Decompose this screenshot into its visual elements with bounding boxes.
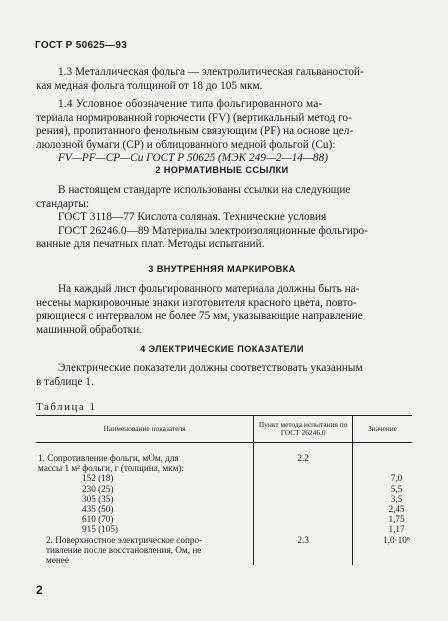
table-row bbox=[36, 524, 412, 534]
mass-cell: 305 (35) bbox=[82, 493, 114, 504]
document-header: ГОСТ Р 50625—93 bbox=[35, 40, 128, 51]
row-2-label bbox=[36, 535, 254, 566]
text-line: Электрические показатели должны соответствовать указанным bbox=[58, 362, 363, 374]
mass-cell: 915 (105) bbox=[82, 524, 118, 535]
section-3-title: 3 ВНУТРЕННЯЯ МАРКИРОВКА bbox=[148, 264, 296, 274]
section-2-text bbox=[36, 184, 408, 252]
table-row bbox=[36, 443, 412, 474]
text-line: машинной обработки. bbox=[36, 323, 143, 336]
table-row bbox=[36, 504, 412, 514]
value-cell: 3,5 bbox=[353, 494, 412, 504]
column-header-name: Наименование показателя bbox=[36, 416, 254, 443]
text-line: рения), пропитанного фенольным связующим (PF) на основе цел- bbox=[36, 125, 354, 138]
text-line: териала нормированной горючести (FV) (вертикальный метод го- bbox=[36, 111, 352, 124]
text-line: 1. Сопротивление фольги, мОм, для bbox=[38, 453, 179, 463]
section-3-text bbox=[36, 283, 408, 337]
paragraph-1-4 bbox=[36, 98, 408, 166]
row-2-value: 1,0·10⁸ bbox=[353, 535, 412, 566]
table-row bbox=[36, 484, 412, 494]
text-line: массы 1 м² фольги, г (толщина, мкм): bbox=[38, 463, 185, 474]
mass-cell: 152 (18) bbox=[82, 473, 114, 484]
table-label: Таблица 1 bbox=[36, 401, 97, 413]
section-4-title: 4 ЭЛЕКТРИЧЕСКИЕ ПОКАЗАТЕЛИ bbox=[140, 344, 304, 354]
mass-cell: 230 (25) bbox=[82, 483, 114, 494]
value-cell: 2,45 bbox=[353, 504, 412, 514]
value-cell: 5,5 bbox=[353, 484, 412, 494]
electrical-properties-table bbox=[36, 415, 412, 565]
text-line: менее bbox=[46, 555, 69, 566]
row-1-method: 2.2 bbox=[254, 443, 353, 474]
text-line: В настоящем стандарте использованы ссылки на следующие bbox=[58, 184, 351, 196]
text-line: 2. Поверхностное электрическое сопро- bbox=[46, 534, 203, 545]
text-line: кая медная фольга толщиной от 18 до 105 мкм. bbox=[36, 79, 263, 92]
text-line: стандарты: bbox=[36, 197, 90, 210]
mass-cell: 435 (50) bbox=[82, 504, 114, 515]
text-line: в таблице 1. bbox=[36, 375, 94, 388]
table-row bbox=[36, 535, 412, 566]
mass-cell: 610 (70) bbox=[82, 514, 114, 525]
table-row bbox=[36, 494, 412, 504]
table-header-row bbox=[36, 416, 412, 443]
section-2-title: 2 НОРМАТИВНЫЕ ССЫЛКИ bbox=[155, 165, 289, 175]
row-1-label bbox=[36, 443, 254, 474]
paragraph-1-3 bbox=[36, 66, 408, 93]
text-line: На каждый лист фольгированного материала должны быть на- bbox=[58, 283, 360, 295]
text-line: люлозной бумаги (CP) и облицованного медной фольгой (Cu): bbox=[36, 138, 336, 151]
text-line: ряющиеся с интервалом не более 75 мм, указывающие направление bbox=[36, 310, 363, 323]
page-number: 2 bbox=[36, 583, 43, 597]
text-line: 1.4 Условное обозначение типа фольгированного ма- bbox=[58, 98, 323, 110]
value-cell: 1,75 bbox=[353, 514, 412, 524]
table-row bbox=[36, 514, 412, 524]
column-header-method: Пункт метода испытания по ГОСТ 26246.0 bbox=[254, 416, 353, 443]
text-line: 1.3 Металлическая фольга — электролитическая гальваностой- bbox=[58, 66, 364, 78]
type-designation: FV—PF—CP—Cu ГОСТ Р 50625 (МЭК 249—2—14—88) bbox=[58, 152, 329, 165]
value-cell: 1,17 bbox=[353, 524, 412, 534]
table-row bbox=[36, 473, 412, 483]
text-line: ванные для печатных плат. Методы испытаний. bbox=[36, 238, 265, 251]
text-line: тивление после восстановления, Ом, не bbox=[46, 544, 202, 555]
text-line: несены маркировочные знаки изготовителя красного цвета, повто- bbox=[36, 296, 357, 309]
section-4-text bbox=[36, 362, 408, 389]
row-2-method: 2.3 bbox=[254, 535, 353, 566]
text-line: ГОСТ 3118—77 Кислота соляная. Технические условия bbox=[58, 211, 327, 224]
value-cell: 7,0 bbox=[353, 473, 412, 483]
column-header-value: Значение bbox=[353, 416, 412, 443]
text-line: ГОСТ 26246.0—89 Материалы электроизоляционные фольгиро- bbox=[58, 224, 368, 237]
